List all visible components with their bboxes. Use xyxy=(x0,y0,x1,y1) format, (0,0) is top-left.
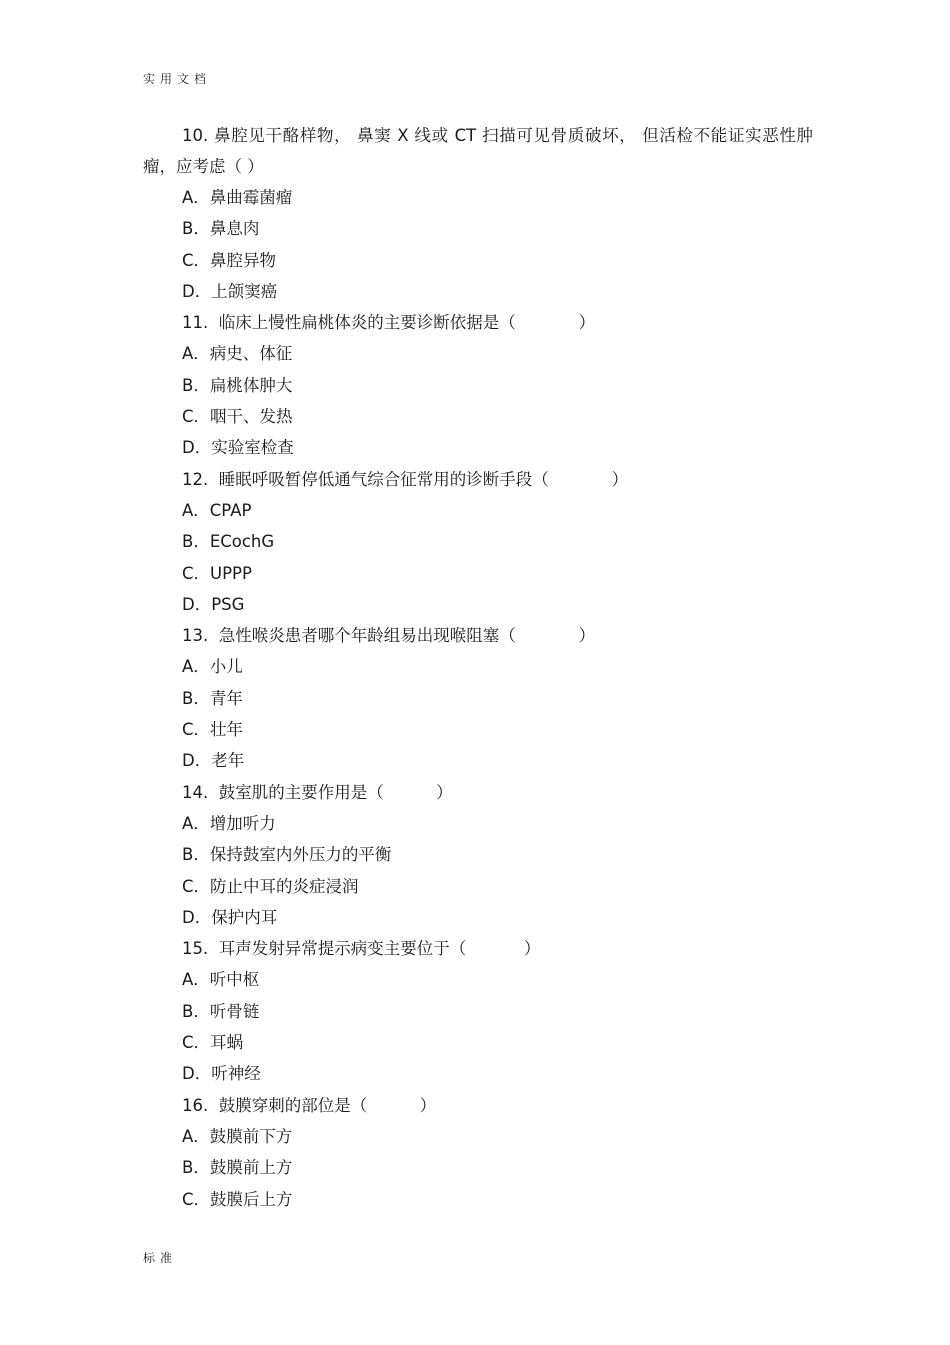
question-stem: 12. 睡眠呼吸暂停低通气综合征常用的诊断手段（ ） xyxy=(182,469,629,489)
option-c: C．壮年 xyxy=(182,720,244,740)
option-b: B．青年 xyxy=(182,688,243,708)
option-b: B．鼻息肉 xyxy=(182,219,260,239)
question-stem: 14. 鼓室肌的主要作用是（ ） xyxy=(182,782,453,802)
question-list xyxy=(143,120,813,1215)
question-stem: 10. 鼻腔见干酪样物， 鼻窦 X 线或 CT 扫描可见骨质破坏， 但活检不能证实恶性肿瘤，应考虑（ ） xyxy=(143,126,813,176)
option-a: A．CPAP xyxy=(182,500,252,520)
option-b: B．鼓膜前上方 xyxy=(182,1158,293,1178)
option-a: A．鼓膜前下方 xyxy=(182,1126,293,1146)
page-footer: 标准 xyxy=(143,1251,178,1265)
question-12 xyxy=(143,464,813,620)
question-14 xyxy=(143,777,813,933)
option-c: C．耳蜗 xyxy=(182,1033,244,1053)
option-b: B．ECochG xyxy=(182,532,275,552)
question-stem: 13. 急性喉炎患者哪个年龄组易出现喉阻塞（ ） xyxy=(182,626,596,646)
question-stem: 15. 耳声发射异常提示病变主要位于（ ） xyxy=(182,939,541,959)
option-a: A．病史、体征 xyxy=(182,344,293,364)
option-b: B．听骨链 xyxy=(182,1001,260,1021)
option-a: A．增加听力 xyxy=(182,813,276,833)
option-c: C．咽干、发热 xyxy=(182,407,293,427)
option-a: A．听中枢 xyxy=(182,970,260,990)
option-d: D．听神经 xyxy=(182,1064,261,1084)
option-a: A．小儿 xyxy=(182,657,243,677)
option-d: D．老年 xyxy=(182,751,245,771)
question-stem: 11. 临床上慢性扁桃体炎的主要诊断依据是（ ） xyxy=(182,313,596,333)
question-16 xyxy=(143,1090,813,1215)
page-header: 实用文档 xyxy=(143,72,212,86)
question-10 xyxy=(143,120,813,307)
question-stem: 16. 鼓膜穿刺的部位是（ ） xyxy=(182,1095,437,1115)
option-d: D．PSG xyxy=(182,594,245,614)
option-d: D．上颌窦癌 xyxy=(182,281,278,301)
option-c: C．防止中耳的炎症浸润 xyxy=(182,876,359,896)
option-c: C．鼻腔异物 xyxy=(182,250,277,270)
option-c: C．鼓膜后上方 xyxy=(182,1189,293,1209)
option-b: B．保持鼓室内外压力的平衡 xyxy=(182,845,392,865)
option-a: A．鼻曲霉菌瘤 xyxy=(182,188,293,207)
question-11 xyxy=(143,307,813,463)
option-b: B．扁桃体肿大 xyxy=(182,375,293,395)
question-15 xyxy=(143,933,813,1089)
option-d: D．实验室检查 xyxy=(182,438,294,458)
question-13 xyxy=(143,620,813,776)
option-d: D．保护内耳 xyxy=(182,907,278,927)
option-c: C．UPPP xyxy=(182,563,252,583)
